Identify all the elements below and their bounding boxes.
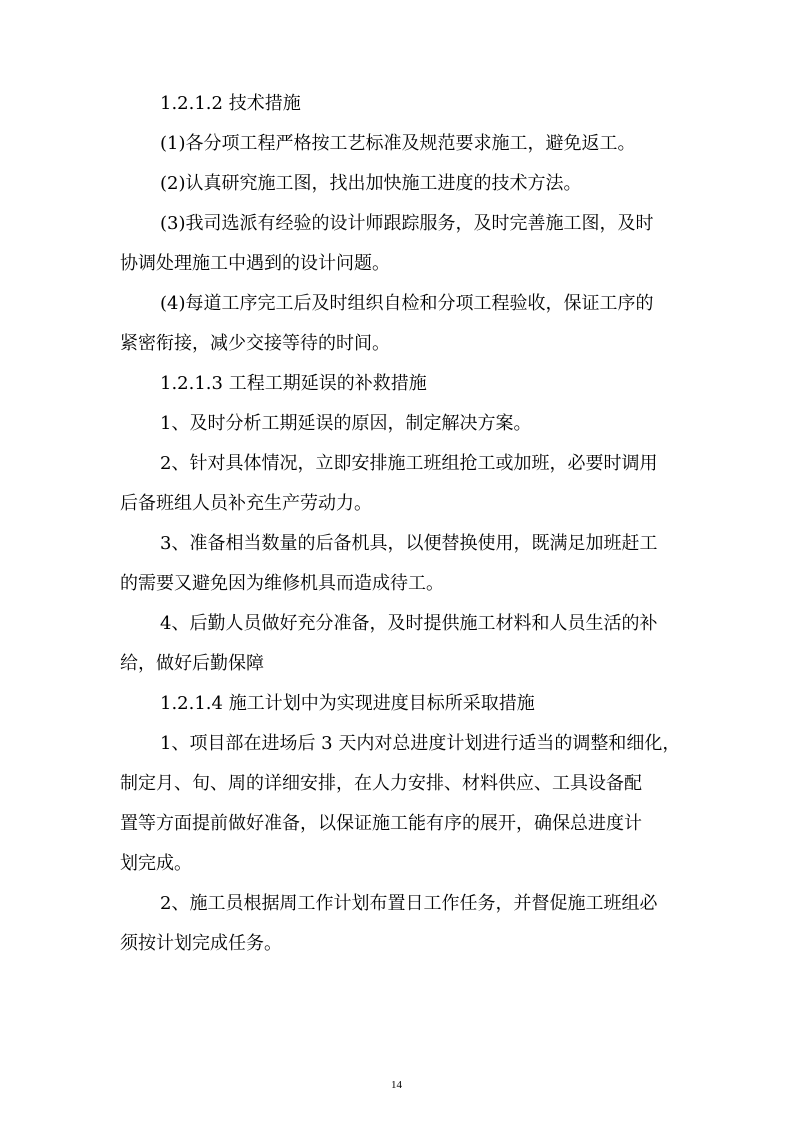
page-number: 14 bbox=[391, 1079, 402, 1091]
text-line: 2、针对具体情况，立即安排施工班组抢工或加班，必要时调用 bbox=[160, 453, 658, 474]
text-line: 1.2.1.2 技术措施 bbox=[160, 93, 301, 114]
text-line: 划完成。 bbox=[120, 853, 192, 874]
text-line: 2、施工员根据周工作计划布置日工作任务，并督促施工班组必 bbox=[160, 893, 658, 914]
text-line: (3)我司选派有经验的设计师跟踪服务，及时完善施工图，及时 bbox=[160, 213, 654, 234]
text-line: (1)各分项工程严格按工艺标准及规范要求施工，避免返工。 bbox=[160, 133, 636, 154]
text-line: 协调处理施工中遇到的设计问题。 bbox=[120, 253, 390, 274]
text-line: 3、准备相当数量的后备机具，以便替换使用，既满足加班赶工 bbox=[160, 533, 658, 554]
text-line: 的需要又避免因为维修机具而造成待工。 bbox=[120, 573, 444, 594]
text-line: 1.2.1.3 工程工期延误的补救措施 bbox=[160, 373, 427, 394]
text-line: 1、及时分析工期延误的原因，制定解决方案。 bbox=[160, 413, 532, 434]
text-line: 须按计划完成任务。 bbox=[120, 933, 282, 954]
text-line: 给，做好后勤保障 bbox=[120, 653, 264, 674]
text-line: 紧密衔接，减少交接等待的时间。 bbox=[120, 333, 390, 354]
text-line: 后备班组人员补充生产劳动力。 bbox=[120, 493, 372, 514]
text-line: 制定月、旬、周的详细安排，在人力安排、材料供应、工具设备配 bbox=[120, 773, 642, 794]
text-line: 4、后勤人员做好充分准备，及时提供施工材料和人员生活的补 bbox=[160, 613, 658, 634]
body-text bbox=[120, 84, 680, 964]
text-line: 1.2.1.4 施工计划中为实现进度目标所采取措施 bbox=[160, 693, 535, 714]
text-line: 置等方面提前做好准备，以保证施工能有序的展开，确保总进度计 bbox=[120, 813, 642, 834]
text-line: (2)认真研究施工图，找出加快施工进度的技术方法。 bbox=[160, 173, 582, 194]
text-line: 1、项目部在进场后 3 天内对总进度计划进行适当的调整和细化， bbox=[160, 733, 681, 754]
text-line: (4)每道工序完工后及时组织自检和分项工程验收，保证工序的 bbox=[160, 293, 654, 314]
